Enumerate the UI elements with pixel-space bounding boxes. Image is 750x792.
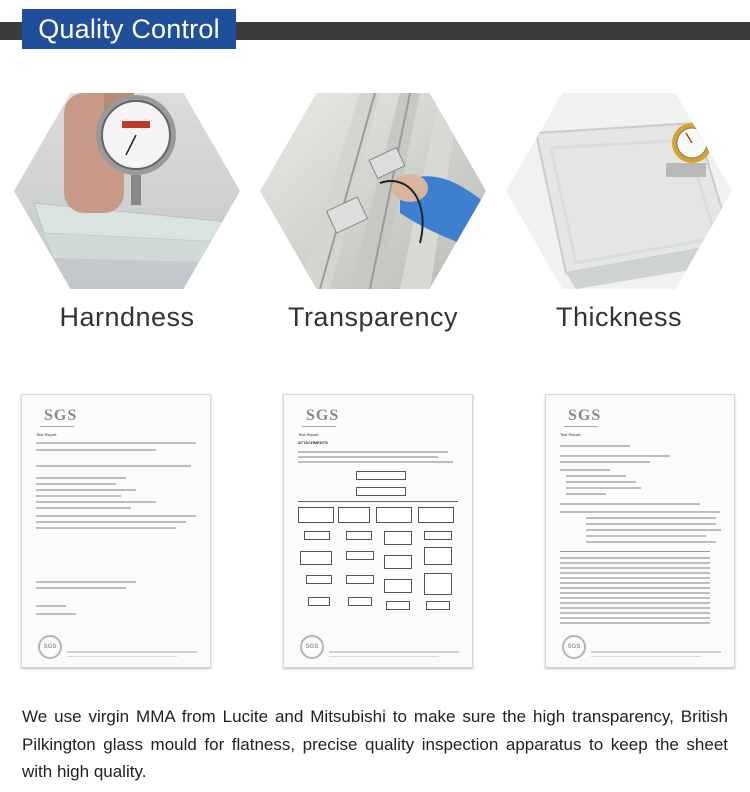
text-line	[36, 501, 156, 503]
table-row	[560, 602, 710, 604]
sgs-logo: SGS	[568, 407, 602, 424]
text-line	[560, 455, 670, 457]
section-title: ATTACHMENTS	[298, 440, 328, 445]
table-row	[560, 597, 710, 599]
sgs-stamp: SGS	[300, 635, 324, 659]
flowchart-box	[384, 555, 412, 569]
text-line	[36, 587, 126, 589]
flowchart-box	[424, 531, 452, 540]
feature-label-thickness: Thickness	[555, 302, 683, 332]
report-title: Test Report	[36, 432, 57, 437]
text-line	[36, 613, 76, 615]
table-row	[560, 567, 710, 569]
text-line	[36, 489, 136, 491]
report-title: Test Report	[560, 432, 581, 437]
flowchart-box	[298, 507, 334, 523]
footer-line	[329, 656, 439, 657]
text-line	[36, 515, 196, 517]
flowchart-box	[338, 507, 370, 523]
text-line	[36, 507, 131, 509]
flowchart-box	[418, 507, 454, 523]
flowchart-box	[376, 507, 412, 523]
text-line	[560, 511, 720, 513]
flowchart-box	[356, 471, 406, 480]
feature-label-hardness: Harndness	[59, 302, 195, 332]
divider	[564, 426, 598, 427]
description-paragraph: We use virgin MMA from Lucite and Mitsubishi to make sure the high transparency, British Pilkington glass mould for flatness, precise quality inspection apparatus to keep the sheet with high quality.	[22, 707, 728, 781]
flowchart-box	[304, 531, 330, 540]
text-line	[298, 461, 453, 463]
transparency-measurement-image	[260, 93, 486, 289]
divider	[40, 426, 74, 427]
table-row	[560, 617, 710, 619]
text-line	[586, 535, 706, 537]
footer-line	[329, 651, 459, 653]
divider	[302, 426, 336, 427]
flowchart-box	[356, 487, 406, 496]
text-line	[298, 456, 438, 458]
hardness-gauge-image	[14, 93, 240, 289]
feature-label-transparency: Transparency	[287, 302, 459, 332]
sgs-logo: SGS	[306, 407, 340, 424]
flowchart-box	[346, 551, 374, 560]
footer-line	[67, 651, 197, 653]
text-line	[586, 523, 716, 525]
text-line	[586, 541, 716, 543]
flowchart-box	[306, 575, 332, 584]
report-title: Test Report	[298, 432, 319, 437]
text-line	[586, 529, 721, 531]
footer-line	[67, 656, 177, 657]
text-line	[36, 477, 126, 479]
text-line	[36, 442, 196, 444]
flowchart-box	[386, 601, 410, 610]
table-row	[560, 557, 710, 559]
text-line	[566, 493, 606, 495]
table-header-line	[560, 551, 710, 552]
text-line	[560, 503, 700, 505]
text-line	[36, 483, 116, 485]
flowchart-connector	[298, 501, 458, 502]
table-row	[560, 622, 710, 624]
page-title: Quality Control	[22, 9, 236, 49]
flowchart-box	[300, 551, 332, 565]
sgs-stamp: SGS	[38, 635, 62, 659]
table-row	[560, 582, 710, 584]
flowchart-box	[308, 597, 330, 606]
text-line	[566, 487, 641, 489]
table-row	[560, 572, 710, 574]
text-line	[586, 517, 716, 519]
text-line	[36, 521, 186, 523]
text-line	[36, 465, 191, 467]
flowchart-box	[348, 597, 372, 606]
sgs-report-document	[545, 394, 735, 668]
flowchart-box	[346, 575, 374, 584]
flowchart-box	[384, 531, 412, 545]
thickness-gauge-image	[506, 93, 732, 289]
text-line	[566, 475, 626, 477]
table-row	[560, 607, 710, 609]
flowchart-box	[346, 531, 372, 540]
table-row	[560, 587, 710, 589]
sgs-stamp: SGS	[562, 635, 586, 659]
table-row	[560, 612, 710, 614]
sgs-report-document	[21, 394, 211, 668]
text-line	[298, 451, 448, 453]
flowchart-box	[426, 601, 450, 610]
sgs-logo: SGS	[44, 407, 78, 424]
text-line	[36, 581, 136, 583]
sgs-report-document	[283, 394, 473, 668]
footer-line	[591, 656, 701, 657]
table-row	[560, 592, 710, 594]
table-row	[560, 577, 710, 579]
footer-line	[591, 651, 721, 653]
text-line	[566, 481, 636, 483]
text-line	[36, 527, 176, 529]
signature	[36, 605, 66, 607]
flowchart-box	[384, 579, 412, 593]
text-line	[36, 495, 121, 497]
text-line	[560, 445, 630, 447]
text-line	[36, 449, 156, 451]
table-row	[560, 562, 710, 564]
flowchart-box	[424, 573, 452, 595]
flowchart-box	[424, 547, 452, 565]
text-line	[560, 469, 610, 471]
text-line	[560, 461, 650, 463]
